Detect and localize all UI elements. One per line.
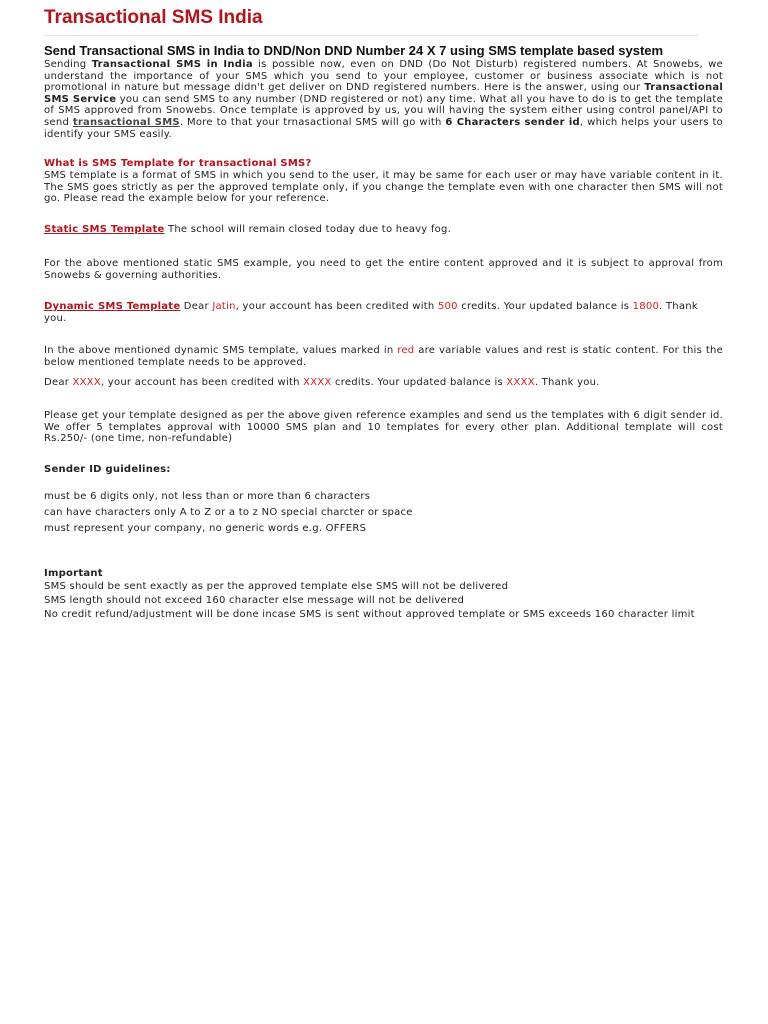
transactional-sms-link[interactable]: transactional SMS [72,116,180,128]
dynamic-template-note [44,345,723,368]
dynamic-text-4: . Thank you. [44,301,698,324]
title-divider [44,35,699,36]
dynamic-text-3: credits. Your updated balance is [457,301,633,312]
intro-text-2: is possible now, even on DND (Do Not Disturb) registered numbers. At Snowebs, we understand the importance of your SMS which you send to your employee, customer or business associate which is not promotional in nature but message didn't get deliver on DND registered numbers. Here is the answer, using our [44,59,724,94]
dynamic-variable-credits: 500 [437,301,458,312]
dynamic-note-red: red [397,345,415,356]
pattern-text-3: credits. Your updated balance is [331,377,507,388]
important-list [44,580,723,620]
intro-text-1: Sending [44,59,92,70]
list-item: must be 6 digits only, not less than or more than 6 characters [44,491,371,502]
static-template-text: The school will remain closed today due to heavy fog. [164,224,452,235]
list-item: No credit refund/adjustment will be done incase SMS is sent without approved template or SMS exceeds 160 character limit [44,608,695,620]
dynamic-variable-name: Jatin [212,301,236,312]
intro-text-4: . More to that your trnasactional SMS will go with [179,116,446,128]
list-item: can have characters only A to Z or a to z NO special charcter or space [44,507,413,518]
dynamic-template-example [44,301,723,324]
intro-text-5: , which helps your users to identify your SMS easily. [44,116,724,140]
important-heading: Important [44,568,103,579]
dynamic-variable-balance: 1800 [632,301,660,312]
page-title: Transactional SMS India [44,7,263,28]
dynamic-template-pattern [44,377,723,389]
pattern-text-2: , your account has been credited with [100,377,304,388]
static-template-link[interactable]: Static SMS Template [44,224,165,235]
offer-paragraph: Please get your template designed as per the above given reference examples and send us the templates with 6 digit sender id. We offer 5 templates approval with 10000 SMS plan and 10 templates for every other plan. Additional template will cost Rs.250/- (one time, non-refundable) [44,410,723,445]
list-item: SMS length should not exceed 160 character else message will not be delivered [44,594,465,606]
dynamic-text-2: , your account has been credited with [235,301,438,312]
pattern-text-1: Dear [44,377,73,388]
template-question: What is SMS Template for transactional SMS? [44,158,312,169]
sender-id-list [44,489,723,537]
intro-bold-1: Transactional SMS in India [91,59,253,70]
dynamic-note-text-1: In the above mentioned dynamic SMS template, values marked in [44,345,398,356]
list-item: must represent your company, no generic words e.g. OFFERS [44,523,367,534]
intro-paragraph [44,59,723,140]
list-item: SMS should be sent exactly as per the approved template else SMS will not be delivered [44,581,509,592]
dynamic-template-link[interactable]: Dynamic SMS Template [44,301,181,312]
intro-bold-3: 6 Characters sender id [445,116,580,128]
intro-bold-2: Transactional SMS Service [44,82,723,105]
static-template-note: For the above mentioned static SMS example, you need to get the entire content approved and it is subject to approval from Snowebs & governing authorities. [44,258,723,281]
page-subtitle: Send Transactional SMS in India to DND/Non DND Number 24 X 7 using SMS template based system [44,43,664,58]
intro-text-3: you can send SMS to any number (DND registered or not) any time. What all you have to do is to get the template of SMS approved from Snowebs. Once template is approved by us, you will having the system either using control panel/API to send [44,93,723,128]
sender-id-heading: Sender ID guidelines: [44,464,171,475]
static-template-example [44,224,723,236]
pattern-variable-1: XXXX [72,377,101,388]
dynamic-note-text-2: are variable values and rest is static content. For this the below mentioned template needs to be approved. [44,345,724,368]
dynamic-text-1: Dear [180,301,213,312]
pattern-variable-2: XXXX [303,377,332,388]
pattern-variable-3: XXXX [506,377,535,388]
template-answer: SMS template is a format of SMS in which you send to the user, it may be same for each user or may have variable content in it. The SMS goes strictly as per the approved template only, if you change the template even with one character then SMS will not go. Please read the example below for your reference. [44,170,723,205]
pattern-text-4: . Thank you. [534,377,600,388]
